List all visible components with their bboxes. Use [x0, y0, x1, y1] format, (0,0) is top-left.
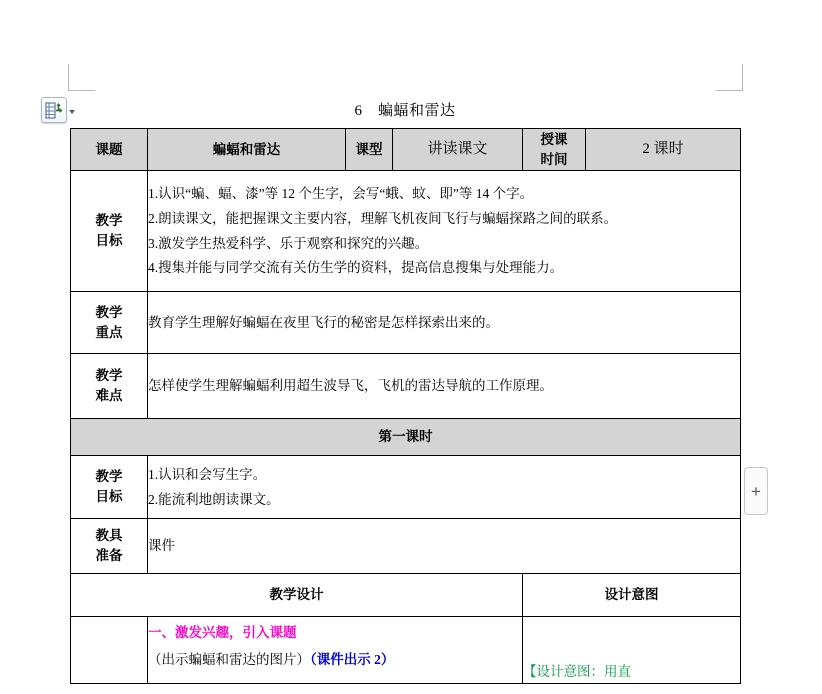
- design-header-left: 教学设计: [71, 574, 523, 617]
- table-row-design-body: [71, 617, 741, 684]
- table-move-handle-icon[interactable]: [41, 97, 67, 123]
- margin-corner-top-left: [68, 64, 95, 91]
- table-row-period-heading: [71, 419, 741, 456]
- table-row-materials: [71, 519, 741, 574]
- design-intent-text: 【设计意图：用直: [523, 664, 631, 680]
- table-row-design-header: [71, 574, 741, 617]
- cell-period-objectives-value[interactable]: [148, 456, 741, 519]
- period-heading: 第一课时: [71, 419, 741, 456]
- table-row-objectives: [71, 171, 741, 292]
- cell-materials-value[interactable]: 课件: [148, 519, 741, 574]
- teaching-design-line-plain: （出示蝙蝠和雷达的图片）: [148, 652, 310, 667]
- objective-item: 1.认识“蝙、蝠、漆”等 12 个生字，会写“蛾、蚊、即”等 14 个字。: [148, 186, 534, 202]
- margin-corner-top-right: [716, 64, 743, 91]
- period-objectives-list: [148, 465, 740, 509]
- design-intent-spacer: [523, 618, 740, 662]
- cell-key-point-label: 教学 重点: [71, 292, 148, 354]
- cell-objectives-value[interactable]: [148, 171, 741, 292]
- objectives-list: [148, 184, 740, 277]
- cell-topic-label: 课题: [71, 129, 148, 171]
- table-row-course-info: [71, 129, 741, 171]
- teaching-design-line: [148, 650, 522, 670]
- cell-type-label: 课型: [346, 129, 393, 171]
- period-objective-item: 1.认识和会写生字。: [148, 466, 267, 482]
- cell-time-value[interactable]: 2 课时: [586, 129, 741, 171]
- objective-item: 3.激发学生热爱科学、乐于观察和探究的兴趣。: [148, 235, 429, 251]
- table-row-difficulty: [71, 354, 741, 419]
- page-title: 6 蝙蝠和雷达: [354, 103, 456, 119]
- table-row-key-point: [71, 292, 741, 354]
- add-row-button[interactable]: [744, 467, 768, 515]
- cell-difficulty-value[interactable]: 怎样使学生理解蝙蝠利用超生波导飞，飞机的雷达导航的工作原理。: [148, 354, 741, 419]
- cell-period-objectives-label: 教学 目标: [71, 456, 148, 519]
- cell-design-intent[interactable]: [523, 617, 741, 684]
- cell-key-point-value[interactable]: 教育学生理解好蝙蝠在夜里飞行的秘密是怎样探索出来的。: [148, 292, 741, 354]
- lesson-plan-table: [70, 128, 741, 684]
- table-row-period-objectives: [71, 456, 741, 519]
- cell-materials-label: 教具 准备: [71, 519, 148, 574]
- plus-icon: +: [751, 481, 761, 501]
- table-move-handle-glyph: [45, 101, 65, 121]
- cell-topic-value[interactable]: 蝙蝠和雷达: [148, 129, 346, 171]
- cell-type-value[interactable]: 讲读课文: [393, 129, 523, 171]
- objective-item: 4.搜集并能与同学交流有关仿生学的资料，提高信息搜集与处理能力。: [148, 260, 564, 276]
- cell-time-label: 授课 时间: [523, 129, 586, 171]
- cell-design-side: [71, 617, 148, 684]
- objective-item: 2.朗读课文，能把握课文主要内容，理解飞机夜间飞行与蝙蝠探路之间的联系。: [148, 210, 618, 226]
- design-header-right: 设计意图: [523, 574, 741, 617]
- cell-teaching-design[interactable]: [148, 617, 523, 684]
- cell-difficulty-label: 教学 难点: [71, 354, 148, 419]
- cell-objectives-label: 教学 目标: [71, 171, 148, 292]
- teaching-design-heading: 一、激发兴趣，引入课题: [148, 625, 297, 641]
- period-objective-item: 2.能流利地朗读课文。: [148, 491, 280, 507]
- teaching-design-line-courseware: （课件出示 2）: [310, 652, 395, 667]
